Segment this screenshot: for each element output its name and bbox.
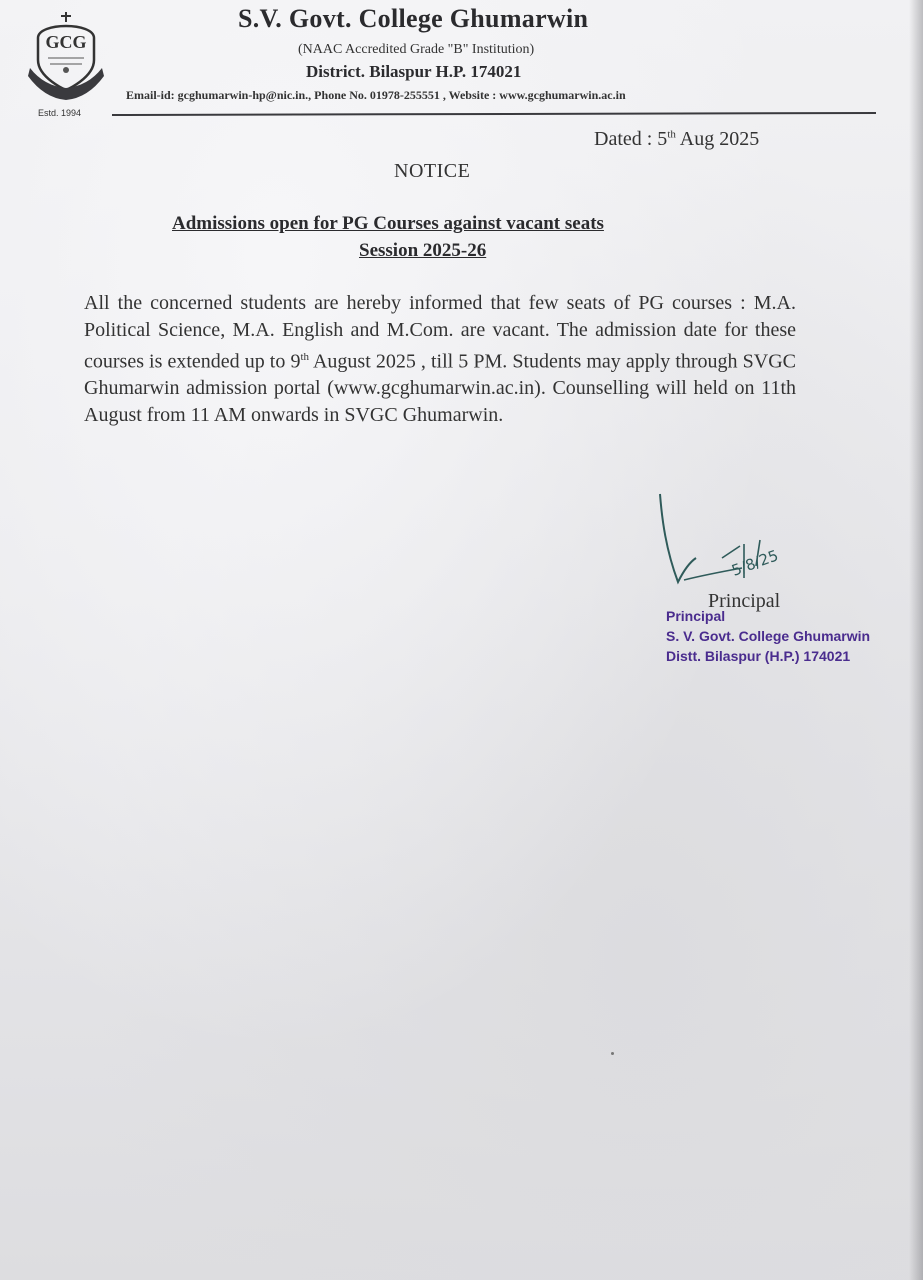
- college-logo: [24, 8, 108, 112]
- naac-accreditation: (NAAC Accredited Grade "B" Institution): [298, 42, 535, 57]
- notice-session: Session 2025-26: [359, 240, 487, 261]
- logo-lettering: GCG: [45, 32, 87, 52]
- established-year: Estd. 1994: [38, 108, 82, 118]
- stamp-line-address: Distt. Bilaspur (H.P.) 174021: [666, 648, 851, 664]
- header-divider: [112, 112, 876, 116]
- stamp-line-title: Principal: [666, 608, 726, 624]
- notice-body: All the concerned students are hereby informed that few seats of PG courses : M.A. Political Science, M.A. English and M.Com. are vacant. The admission date for these courses is extended up to 9th August 2025 , till 5 PM. Students may apply through SVGC Ghumarwin admission portal (www.gcghumarwin.ac.in). Counselling will held on 11th August from 11 AM onwards in SVGC Ghumarwin.: [84, 292, 796, 426]
- district-address: District. Bilaspur H.P. 174021: [306, 62, 522, 81]
- principal-label: Principal: [708, 590, 781, 612]
- notice-date: Dated : 5th Aug 2025: [594, 128, 760, 150]
- principal-stamp: [666, 606, 870, 666]
- college-name: S.V. Govt. College Ghumarwin: [238, 4, 589, 33]
- notice-subject: Admissions open for PG Courses against vacant seats: [172, 213, 604, 234]
- signature-date: 5/8/25: [729, 546, 781, 580]
- notice-title: NOTICE: [394, 160, 471, 182]
- college-emblem-icon: [24, 8, 108, 108]
- stamp-line-college: S. V. Govt. College Ghumarwin: [666, 628, 871, 644]
- contact-details: Email-id: gcghumarwin-hp@nic.in., Phone No. 01978-255551 , Website : www.gcghumarwin.ac.in: [126, 88, 626, 102]
- paper-speck: [611, 1052, 614, 1055]
